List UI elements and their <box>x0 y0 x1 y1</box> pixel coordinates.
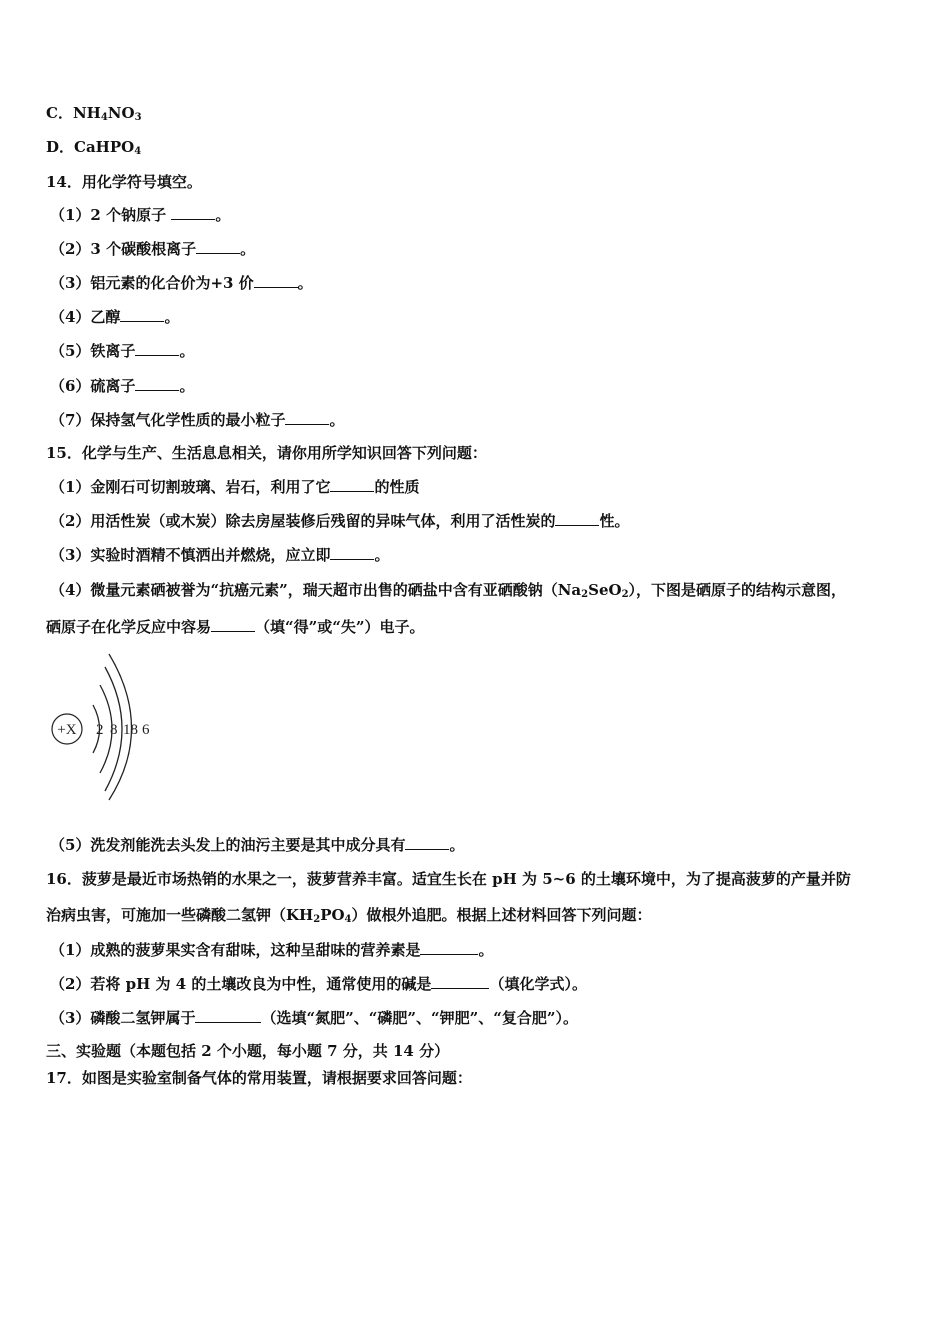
q15-item-5: （5）洗发剂能洗去头发上的油污主要是其中成分具有 。 <box>50 836 465 854</box>
answer-blank <box>211 618 255 632</box>
question-16-cont: 治病虫害，可施加一些磷酸二氢钾$(KH_2PO_4)$做根外追肥。根据上述材料回答下列问题： <box>46 906 652 925</box>
answer-blank <box>135 342 179 356</box>
q15-item-4: （4）微量元素硒被誉为“抗癌元素”，瑞天超市出售的硒盐中含有亚硒酸钠$(Na_2SeO_2)$，下图是硒原子的结构示意图， <box>50 581 847 600</box>
answer-blank <box>254 274 298 288</box>
q14-item-2: （2）3 个碳酸根离子 。 <box>50 240 256 258</box>
q14-item-4: （4）乙醇 。 <box>50 308 180 326</box>
answer-blank <box>171 206 215 220</box>
option-d: D．CaHPO$_4$ <box>46 138 142 157</box>
q16-item-3: （3）磷酸二氢钾属于 （选填“氮肥”、“磷肥”、“钾肥”、“复合肥”）。 <box>50 1009 578 1027</box>
question-16: 16．菠萝是最近市场热销的水果之一，菠萝营养丰富。适宜生长在 pH 为 5~6 的土壤环境中，为了提高菠萝的产量并防 <box>46 870 851 888</box>
answer-blank <box>330 478 374 492</box>
question-17: 17．如图是实验室制备气体的常用装置，请根据要求回答问题： <box>46 1069 472 1087</box>
answer-blank <box>431 975 489 989</box>
answer-blank <box>135 377 179 391</box>
q14-item-1: （1）2 个钠原子 。 <box>50 206 231 224</box>
answer-blank <box>555 512 599 526</box>
q14-item-3: （3）铝元素的化合价为+3 价 。 <box>50 274 313 292</box>
q14-item-6: （6）硫离子 。 <box>50 377 195 395</box>
question-15: 15．化学与生产、生活息息相关，请你用所学知识回答下列问题： <box>46 444 487 462</box>
answer-blank <box>405 836 449 850</box>
answer-blank <box>420 941 478 955</box>
answer-blank <box>195 1009 261 1023</box>
option-c: C．$NH_4NO_3$ <box>46 104 142 123</box>
q14-item-7: （7）保持氢气化学性质的最小粒子 。 <box>50 411 345 429</box>
q16-item-2: （2）若将 pH 为 4 的土壤改良为中性，通常使用的碱是 （填化学式）。 <box>50 975 587 993</box>
answer-blank <box>196 240 240 254</box>
q14-item-5: （5）铁离子 。 <box>50 342 195 360</box>
shell-electron-count-1: 2 <box>96 722 104 738</box>
shell-electron-count-4: 6 <box>142 722 150 738</box>
shell-electron-count-2: 8 <box>110 722 118 738</box>
selenium-atom-structure-diagram <box>48 650 168 805</box>
shell-electron-count-3: 18 <box>123 722 138 738</box>
answer-blank <box>120 308 164 322</box>
q15-item-2: （2）用活性炭（或木炭）除去房屋装修后残留的异味气体，利用了活性炭的 性。 <box>50 512 630 530</box>
q16-item-1: （1）成熟的菠萝果实含有甜味，这种呈甜味的营养素是 。 <box>50 941 494 959</box>
q15-item-4-cont: 硒原子在化学反应中容易 （填“得”或“失”）电子。 <box>46 618 425 636</box>
nucleus-charge-label: +X <box>57 722 77 738</box>
question-14: 14．用化学符号填空。 <box>46 173 202 191</box>
section-3-heading: 三、实验题（本题包括 2 个小题，每小题 7 分，共 14 分） <box>46 1042 450 1060</box>
q15-item-3: （3）实验时酒精不慎洒出并燃烧，应立即 。 <box>50 546 390 564</box>
answer-blank <box>330 546 374 560</box>
q15-item-1: （1）金刚石可切割玻璃、岩石，利用了它 的性质 <box>50 478 420 496</box>
answer-blank <box>285 411 329 425</box>
